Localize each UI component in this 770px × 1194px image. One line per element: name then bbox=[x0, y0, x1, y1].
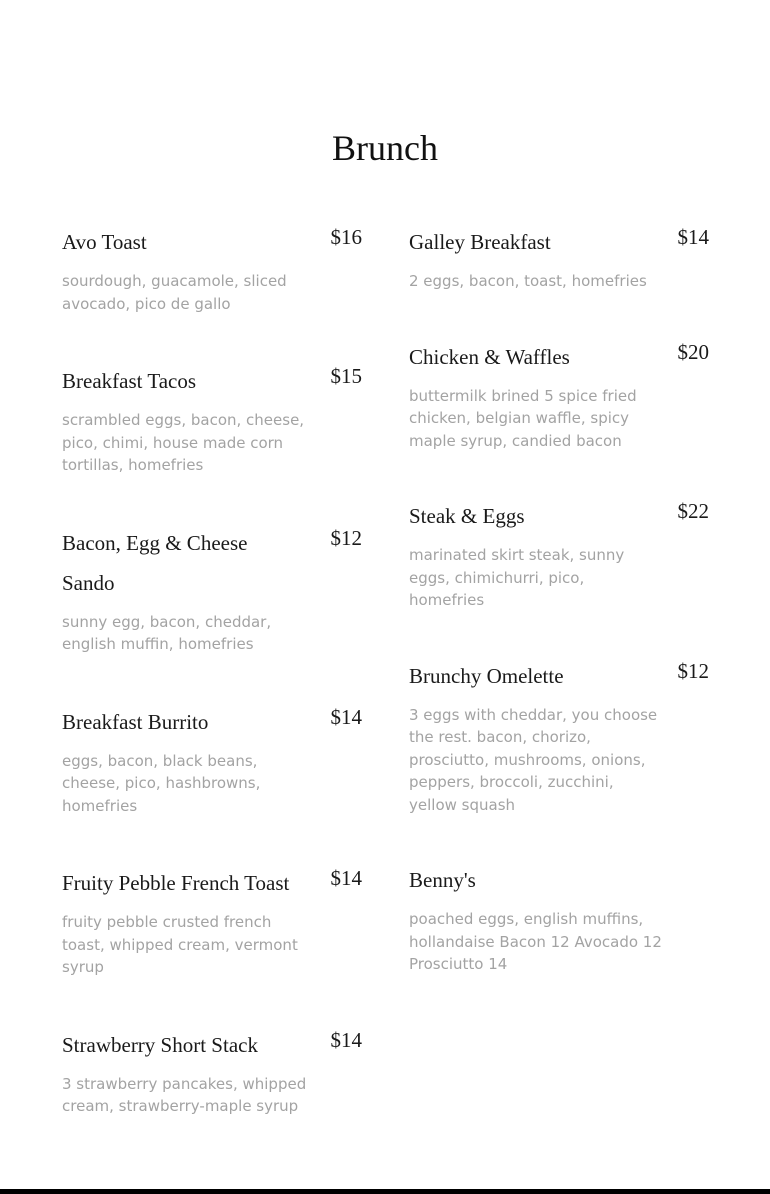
menu-item bbox=[62, 1025, 362, 1118]
menu-item-name: Fruity Pebble French Toast bbox=[62, 871, 290, 895]
menu-item-description: 2 eggs, bacon, toast, homefries bbox=[409, 272, 647, 290]
menu-item bbox=[409, 656, 709, 817]
menu-item bbox=[409, 337, 709, 453]
menu-item-header bbox=[409, 222, 709, 262]
menu-item-name: Benny's bbox=[409, 868, 476, 892]
menu-item-name: Chicken & Waffles bbox=[409, 344, 570, 369]
menu-item-description: fruity pebble crusted french toast, whipped cream, vermont syrup bbox=[62, 913, 298, 976]
menu-item-price: $15 bbox=[330, 364, 362, 388]
menu-item bbox=[409, 222, 709, 293]
menu-item-description: buttermilk brined 5 spice fried chicken, belgian waffle, spicy maple syrup, candied bacon bbox=[409, 386, 637, 450]
menu-item-header bbox=[409, 656, 709, 696]
menu-item-name: Strawberry Short Stack bbox=[62, 1032, 258, 1057]
menu-item-header bbox=[62, 222, 362, 262]
menu-item-name: Avo Toast bbox=[62, 230, 147, 254]
menu-item bbox=[409, 860, 709, 976]
menu-item-header bbox=[409, 337, 709, 377]
menu-item-description: eggs, bacon, black beans, cheese, pico, hashbrowns, homefries bbox=[62, 751, 261, 815]
menu-item-header bbox=[62, 523, 362, 603]
menu-item-header bbox=[62, 1025, 362, 1065]
page-title: Brunch bbox=[332, 128, 438, 168]
menu-item-price: $20 bbox=[677, 339, 709, 364]
menu-item-price: $14 bbox=[677, 225, 709, 249]
menu-item-price: $16 bbox=[330, 225, 362, 249]
menu-item-price: $12 bbox=[330, 525, 362, 550]
menu-item-name: Breakfast Tacos bbox=[62, 369, 197, 393]
menu-item-header bbox=[409, 496, 709, 536]
menu-item-name: Galley Breakfast bbox=[409, 230, 551, 254]
menu-item-name: Breakfast Burrito bbox=[62, 709, 209, 734]
menu-item bbox=[62, 361, 362, 477]
menu-item-description: 3 eggs with cheddar, you choose the rest. bacon, chorizo, prosciutto, mushrooms, onions, peppers, broccoli, zucchini, yellow squash bbox=[409, 705, 658, 814]
menu-item-name: Steak & Eggs bbox=[409, 504, 525, 528]
menu-item bbox=[62, 222, 362, 315]
menu-item bbox=[62, 863, 362, 979]
menu-item-price: $14 bbox=[330, 866, 362, 890]
menu-item-description: 3 strawberry pancakes, whipped cream, strawberry-maple syrup bbox=[62, 1074, 307, 1115]
menu-column-left bbox=[62, 222, 362, 1164]
menu-item-header bbox=[62, 863, 362, 903]
menu-item-name: Brunchy Omelette bbox=[409, 663, 564, 688]
menu-item bbox=[409, 496, 709, 612]
menu-item-price: $14 bbox=[330, 704, 362, 729]
menu-item-header bbox=[62, 361, 362, 401]
menu-column-right bbox=[409, 222, 709, 1020]
menu-item bbox=[62, 523, 362, 656]
menu-item-price: $12 bbox=[677, 658, 709, 683]
menu-item-price: $22 bbox=[677, 499, 709, 523]
menu-item-description: sourdough, guacamole, sliced avocado, pico de gallo bbox=[62, 272, 287, 313]
menu-item bbox=[62, 702, 362, 818]
menu-item-price: $14 bbox=[330, 1027, 362, 1052]
menu-item-header bbox=[62, 702, 362, 742]
bottom-border bbox=[0, 1189, 770, 1194]
menu-item-description: sunny egg, bacon, cheddar, english muffin, homefries bbox=[62, 612, 272, 653]
menu-item-description: scrambled eggs, bacon, cheese, pico, chimi, house made corn tortillas, homefries bbox=[62, 411, 305, 474]
menu-item-description: marinated skirt steak, sunny eggs, chimichurri, pico, homefries bbox=[409, 546, 625, 609]
menu-item-header bbox=[409, 860, 709, 900]
menu-item-name: Bacon, Egg & Cheese Sando bbox=[62, 530, 248, 595]
menu-item-description: poached eggs, english muffins, hollandaise Bacon 12 Avocado 12 Prosciutto 14 bbox=[409, 910, 662, 973]
